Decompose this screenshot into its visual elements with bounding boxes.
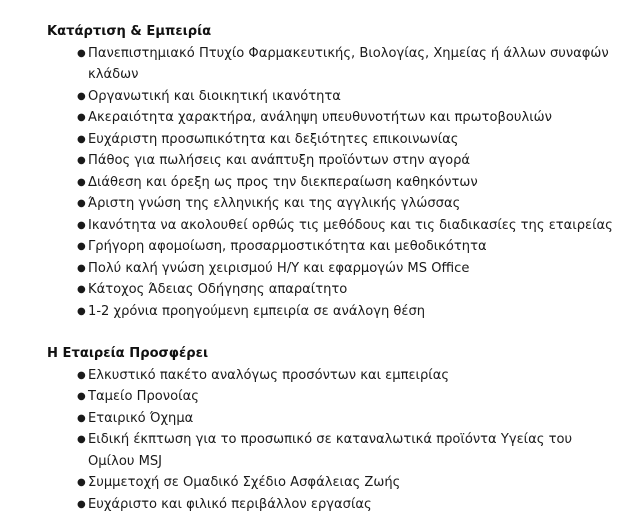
list-item-text: Συμμετοχή σε Ομαδικό Σχέδιο Ασφάλειας Ζωής (88, 475, 401, 490)
bullet-icon: ● (77, 176, 86, 188)
bullet-icon: ● (77, 241, 86, 252)
bullet-icon: ● (77, 434, 86, 445)
bullet-icon: ● (77, 90, 86, 102)
list-item-text: Ικανότητα να ακολουθεί ορθώς τις μεθόδους και τις διαδικασίες της εταιρείας (88, 217, 613, 233)
list-item (78, 129, 614, 151)
section-spacer (47, 322, 614, 343)
list-item (78, 494, 614, 516)
list-item (78, 150, 614, 172)
list-item (78, 279, 614, 301)
list-item-text: Ευχάριστη προσωπικότητα και δεξιότητες επικοινωνίας (88, 131, 459, 147)
company-offers-section (47, 343, 614, 515)
company-offers-list (47, 365, 614, 516)
list-item (78, 365, 614, 387)
bullet-icon: ● (77, 219, 86, 231)
list-item-text: Πανεπιστημιακό Πτυχίο Φαρμακευτικής, Βιολογίας, Χημείας ή άλλων συναφών κλάδων (88, 45, 609, 82)
list-item (78, 472, 614, 494)
list-item (78, 86, 614, 108)
list-item-text: Εταιρικό Όχημα (88, 410, 194, 426)
section-title-qualifications: Κατάρτιση & Εμπειρία (47, 24, 212, 39)
list-item-text: Ελκυστικό πακέτο αναλόγως προσόντων και εμπειρίας (88, 367, 450, 383)
bullet-icon: ● (77, 133, 86, 145)
list-item (78, 386, 614, 408)
list-item (78, 301, 614, 323)
list-item-text: Κάτοχος Άδειας Οδήγησης απαραίτητο (88, 282, 348, 297)
bullet-icon: ● (77, 477, 86, 488)
bullet-icon: ● (77, 112, 86, 123)
bullet-icon: ● (77, 262, 86, 274)
list-item (78, 429, 614, 472)
list-item (78, 258, 614, 280)
bullet-icon: ● (77, 198, 86, 209)
bullet-icon: ● (77, 47, 86, 59)
bullet-icon: ● (77, 155, 86, 166)
bullet-icon: ● (77, 412, 86, 424)
list-item-text: 1-2 χρόνια προηγούμενη εμπειρία σε ανάλογη θέση (88, 303, 426, 319)
bullet-icon: ● (77, 498, 86, 510)
list-item-text: Πολύ καλή γνώση χειρισμού Η/Υ και εφαρμογών MS Office (88, 260, 470, 276)
list-item (78, 236, 614, 258)
qualifications-section (47, 21, 614, 322)
list-item (78, 408, 614, 430)
list-item (78, 193, 614, 215)
list-item-text: Ταμείο Προνοίας (88, 389, 199, 404)
list-item (78, 43, 614, 86)
list-item (78, 107, 614, 129)
list-item (78, 172, 614, 194)
list-item-text: Ακεραιότητα χαρακτήρα, ανάληψη υπευθυνοτήτων και πρωτοβουλιών (88, 110, 552, 125)
list-item-text: Ειδική έκπτωση για το προσωπικό σε καταναλωτικά προϊόντα Υγείας του Ομίλου MSJ (88, 432, 573, 469)
list-item-text: Διάθεση και όρεξη ως προς την διεκπεραίωση καθηκόντων (88, 174, 478, 190)
bullet-icon: ● (77, 391, 86, 402)
bullet-icon: ● (77, 305, 86, 317)
section-title-company-offers: Η Εταιρεία Προσφέρει (47, 346, 209, 361)
list-item (78, 215, 614, 237)
list-item-text: Άριστη γνώση της ελληνικής και της αγγλικής γλώσσας (88, 196, 461, 211)
bullet-icon: ● (77, 369, 86, 381)
list-item-text: Ευχάριστο και φιλικό περιβάλλον εργασίας (88, 496, 372, 512)
list-item-text: Γρήγορη αφομοίωση, προσαρμοστικότητα και μεθοδικότητα (88, 239, 487, 254)
list-item-text: Πάθος για πωλήσεις και ανάπτυξη προϊόντων στην αγορά (88, 153, 471, 168)
list-item-text: Οργανωτική και διοικητική ικανότητα (88, 88, 341, 104)
qualifications-list (47, 43, 614, 323)
bullet-icon: ● (77, 284, 86, 295)
